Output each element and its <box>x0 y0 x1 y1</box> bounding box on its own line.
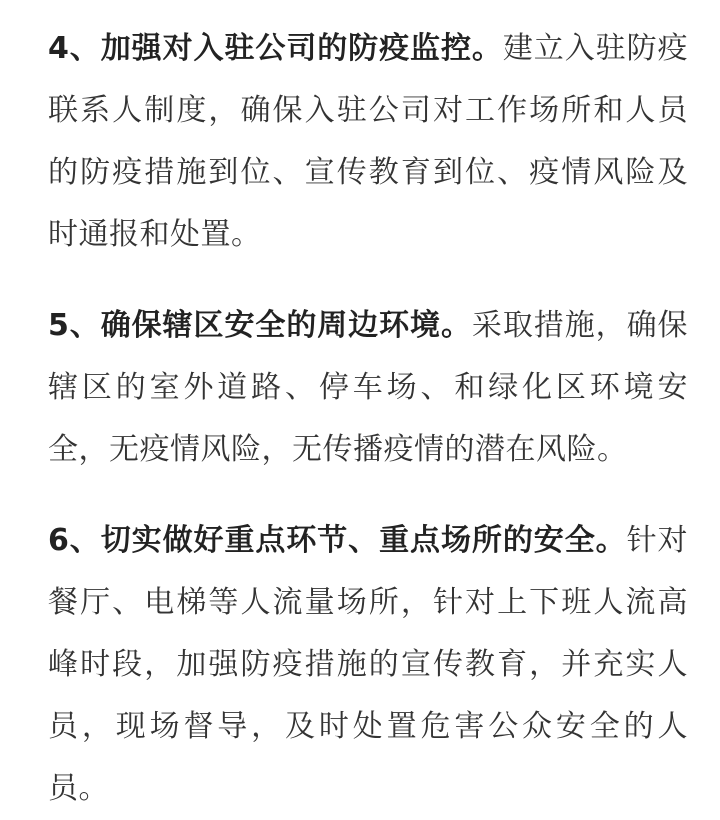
paragraph-heading: 4、加强对入驻公司的防疫监控。 <box>48 31 503 66</box>
paragraph-heading: 5、确保辖区安全的周边环境。 <box>48 308 472 343</box>
paragraph-text: 采取措施，确保辖区的室外道路、停车场、和绿化区环境安全，无疫情风险，无传播疫情的潜在风险。 <box>48 308 689 467</box>
paragraph-item-5 <box>48 295 688 481</box>
paragraph-text: 建立入驻防疫联系人制度，确保入驻公司对工作场所和人员的防疫措施到位、宣传教育到位、疫情风险及时通报和处置。 <box>48 31 688 252</box>
paragraph-text: 针对餐厅、电梯等人流量场所，针对上下班人流高峰时段，加强防疫措施的宣传教育，并充实人员，现场督导，及时处置危害公众安全的人员。 <box>48 523 689 806</box>
paragraph-heading: 6、切实做好重点环节、重点场所的安全。 <box>48 523 627 558</box>
paragraph-item-6 <box>48 510 688 820</box>
article-body <box>48 18 688 820</box>
paragraph-item-4 <box>48 18 688 266</box>
